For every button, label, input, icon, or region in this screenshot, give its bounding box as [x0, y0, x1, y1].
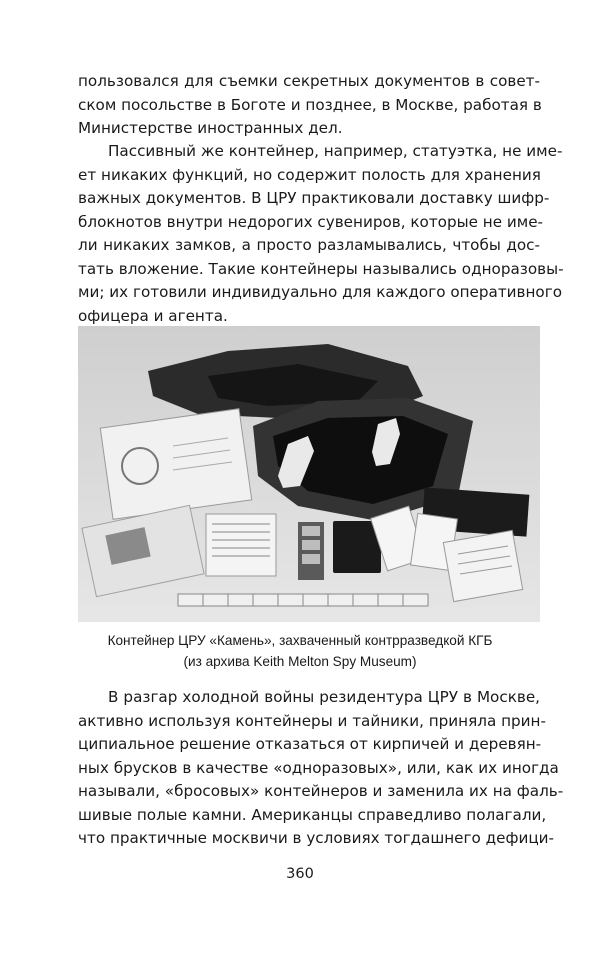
text-line: шивые полые камни. Американцы справедливо полагали,: [78, 805, 547, 824]
text-line: ет никаких функций, но содержит полость для хранения: [78, 165, 541, 184]
text-line: ми; их готовили индивидуально для каждого оперативного: [78, 283, 562, 301]
text-line: ных брусков в качестве «одноразовых», или, как их иногда: [78, 758, 559, 777]
text-line: важных документов. В ЦРУ практиковали доставку шифр-: [78, 189, 550, 207]
photo-rock-container: [78, 326, 540, 622]
text-line: пользовался для съемки секретных документов в совет-: [78, 72, 540, 90]
text-line: тать вложение. Такие контейнеры назывались одноразовы-: [78, 259, 564, 278]
text-line: Министерстве иностранных дел.: [78, 119, 343, 137]
text-line: активно используя контейнеры и тайники, приняла прин-: [78, 711, 546, 730]
text-line: В разгар холодной войны резидентура ЦРУ в Москве,: [108, 688, 540, 706]
text-line: блокнотов внутри недорогих сувениров, которые не име-: [78, 212, 544, 231]
paragraph-continuation: [78, 70, 540, 141]
text-line: ли никаких замков, а просто разламывались, чтобы дос-: [78, 236, 540, 254]
caption-line: (из архива Keith Melton Spy Museum): [183, 654, 417, 669]
caption-line: Контейнер ЦРУ «Камень», захваченный контрразведкой КГБ: [107, 633, 493, 648]
figure-caption: [60, 630, 540, 672]
text-line: что практичные москвичи в условиях тогдашнего дефици-: [78, 829, 555, 847]
text-line: ском посольстве в Боготе и позднее, в Москве, работая в: [78, 95, 542, 114]
page-number: 360: [286, 866, 314, 882]
paragraph-cold-war: [78, 686, 564, 851]
text-line: офицера и агента.: [78, 306, 228, 325]
text-line: называли, «бросовых» контейнеров и заменила их на фаль-: [78, 782, 564, 800]
paragraph-passive-container: [78, 140, 564, 328]
text-line: Пассивный же контейнер, например, статуэтка, не име-: [108, 142, 563, 160]
text-line: ципиальное решение отказаться от кирпичей и деревян-: [78, 735, 542, 753]
